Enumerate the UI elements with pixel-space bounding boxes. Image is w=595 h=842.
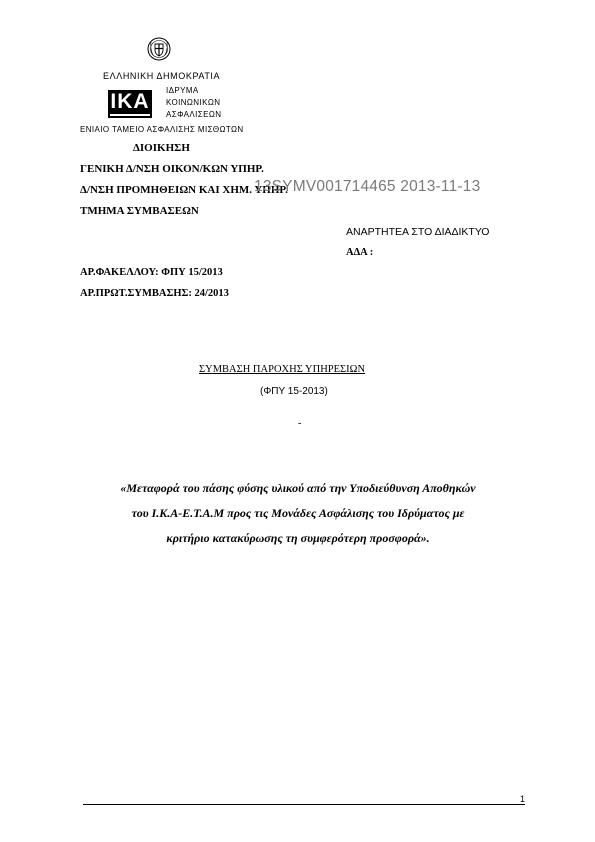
department-line-1: ΔΙΟΙΚΗΣΗ (133, 142, 190, 154)
greek-coat-of-arms-icon (147, 36, 171, 62)
department-line-2: ΓΕΝΙΚΗ Δ/ΝΣΗ ΟΙΚΟΝ/ΚΩΝ ΥΠΗΡ. (80, 163, 264, 175)
contract-code: (ΦΠΥ 15-2013) (260, 386, 328, 397)
department-line-4: ΤΜΗΜΑ ΣΥΜΒΑΣΕΩΝ (80, 205, 199, 217)
contract-subject (70, 476, 526, 551)
foundation-line-1: ΙΔΡΥΜΑ (166, 86, 199, 95)
contract-number: ΑΡ.ΠΡΩΤ.ΣΥΜΒΑΣΗΣ: 24/2013 (80, 288, 229, 299)
foundation-line-2: ΚΟΙΝΩΝΙΚΩΝ (166, 98, 221, 107)
folder-reference: ΑΡ.ΦΑΚΕΛΛΟΥ: ΦΠΥ 15/2013 (80, 267, 223, 278)
ika-logo (108, 90, 152, 118)
subject-line-3: κριτήριο κατακύρωσης τη συμφερότερη προσφορά». (166, 531, 430, 545)
subject-line-1: «Μεταφορά του πάσης φύσης υλικού από την Υποδιεύθυνση Αποθηκών (120, 481, 476, 495)
department-line-3: Δ/ΝΣΗ ΠΡΟΜΗΘΕΙΩΝ ΚΑΙ ΧΗΜ. ΥΠΗΡ. (80, 184, 288, 196)
separator-dash: - (298, 418, 302, 429)
ika-logo-letters: ΙΚΑ (110, 90, 150, 113)
subject-line-2: του Ι.Κ.Α-Ε.Τ.Α.Μ προς τις Μονάδες Ασφάλισης του Ιδρύματος με (131, 506, 465, 520)
publish-notice: ΑΝΑΡΤΗΤΕΑ ΣΤΟ ΔΙΑΔΙΚΤΥΟ (346, 226, 490, 238)
footer-rule (83, 804, 525, 805)
page-number: 1 (520, 794, 526, 804)
ika-logo-strip (110, 114, 150, 116)
fund-name: ΕΝΙΑΙΟ ΤΑΜΕΙΟ ΑΣΦΑΛΙΣΗΣ ΜΙΣΘΩΤΩΝ (80, 125, 244, 134)
foundation-line-3: ΑΣΦΑΛΙΣΕΩΝ (166, 110, 222, 119)
republic-label: ΕΛΛΗΝΙΚΗ ΔΗΜΟΚΡΑΤΙΑ (103, 71, 221, 81)
document-stamp: 13SYMV001714465 2013-11-13 (254, 178, 481, 195)
ada-label: ΑΔΑ : (346, 247, 374, 258)
contract-title: ΣΥΜΒΑΣΗ ΠΑΡΟΧΗΣ ΥΠΗΡΕΣΙΩΝ (199, 364, 366, 375)
